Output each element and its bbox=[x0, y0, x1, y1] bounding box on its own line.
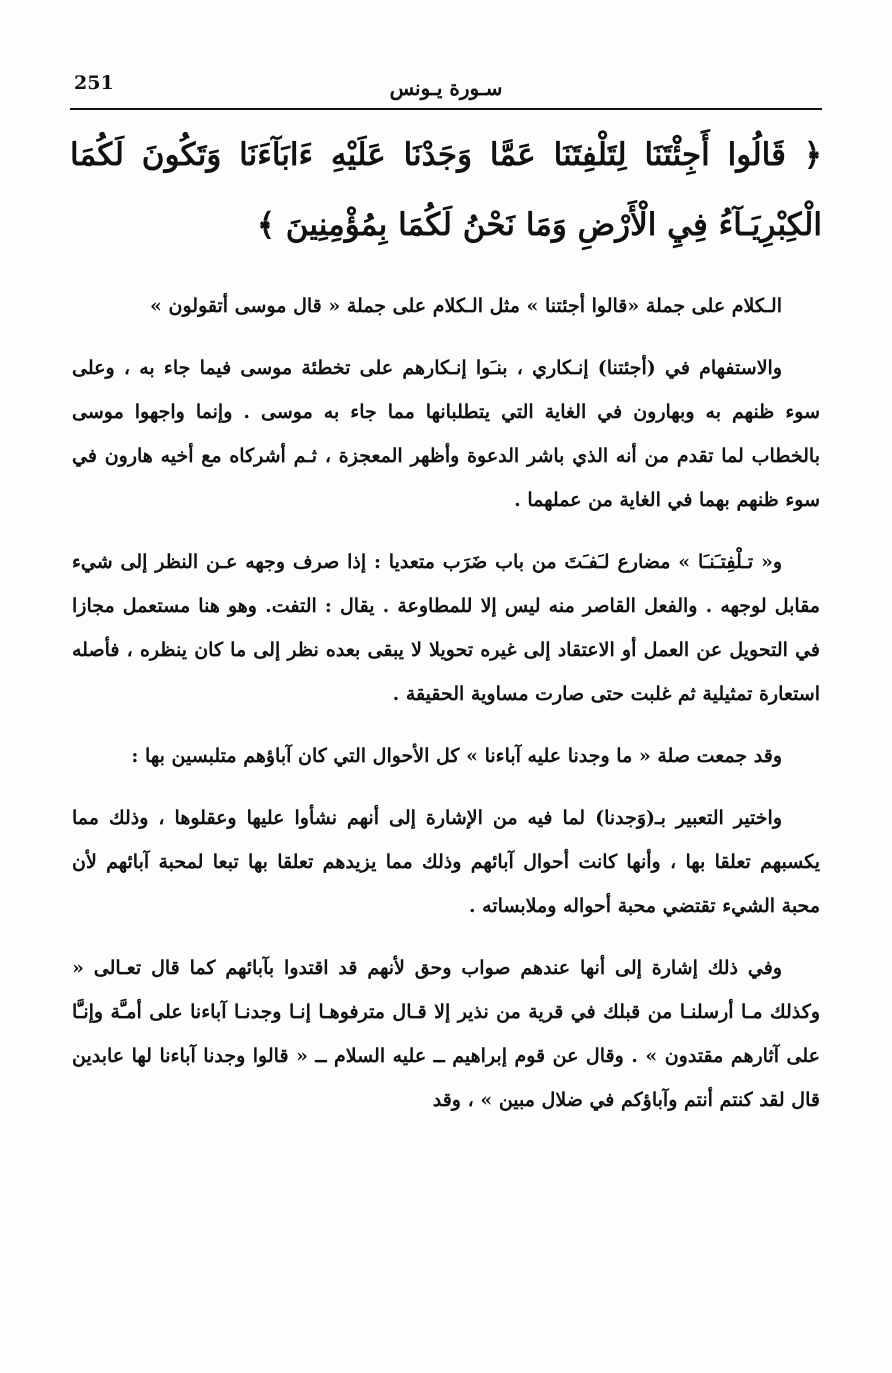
verse-close-bracket: ﴾ bbox=[256, 207, 275, 243]
verse-open-bracket: ﴿ bbox=[803, 137, 823, 173]
commentary-paragraph: وفي ذلك إشارة إلى أنها عندهم صواب وحق لأنهم قد اقتدوا بآبائهم كما قال تعـالى « وكذلك مـا أرسلنـا من قبلك في قرية من نذير إلا قـال مترفوهـا إنـا وجدنـا آباءنا على أمـَّة وإنـَّا على آثارهم مقتدون » . وقال عن قوم إبراهيم ــ عليه السلام ــ « قالوا وجدنا آباءنا لها عابدين قال لقد كنتم أنتم وآباؤكم في ضلال مبين » ، وقد bbox=[72, 957, 820, 1111]
commentary-paragraph: واختير التعبير بـ(وَجدنا) لما فيه من الإشارة إلى أنهم نشأوا عليها وعقلوها ، وذلك مما يكسبهم تعلقا بها ، وأنها كانت أحوال آبائهم وذلك مما يزيدهم تعلقا بها تبعا لمحبة آبائهم لأن محبة الشيء تقتضي محبة أحواله وملابساته . bbox=[72, 807, 820, 917]
page-number: 251 bbox=[74, 72, 114, 94]
commentary bbox=[72, 284, 820, 1140]
commentary-paragraph: والاستفهام في (أجئتنا) إنـكاري ، بنـَوا إنـكارهم على تخطئة موسى فيما جاء به ، وعلى سوء ظنهم به وبهارون في الغاية التي يتطلبانها مما جاء به موسى . وإنما واجهوا موسى بالخطاب لما تقدم من أنه الذي باشر الدعوة وأظهر المعجزة ، ثـم أشركاه مع أخيه هارون في سوء ظنهم بهما في الغاية من عملهما . bbox=[72, 357, 820, 511]
commentary-paragraph: وقد جمعت صلة « ما وجدنا عليه آباءنا » كل الأحوال التي كان آباؤهم متلبسين بها : bbox=[131, 745, 782, 767]
surah-title: سـورة يـونس bbox=[389, 76, 503, 100]
quran-verse bbox=[70, 120, 822, 260]
page-header bbox=[70, 68, 822, 110]
verse-text: قَالُوا أَجِئْتَنَا لِتَلْفِتَنَا عَمَّا وَجَدْنَا عَلَيْهِ ءَابَآءَنَا وَتَكُونَ لَكُمَا الْكِبْرِيَـآءُ فِيِ الْأَرْضِ وَمَا نَحْنُ لَكُمَا بِمُؤْمِنِينَ bbox=[70, 137, 822, 243]
commentary-paragraph: الـكلام على جملة «قالوا أجئتنا » مثل الـكلام على جملة « قال موسى أتقولون » bbox=[150, 295, 782, 317]
commentary-paragraph: و« تـلْفِتـَنـَا » مضارع لـَفـَتَ من باب ضَرَب متعديا : إذا صرف وجهه عـن النظر إلى شيء مقابل لوجهه . والفعل القاصر منه ليس إلا للمطاوعة . يقال : التفت. وهو هنا مستعمل مجازا في التحويل عن العمل أو الاعتقاد إلى غيره تحويلا لا يبقى بعده نظر إلى ما كان ينظره ، فأصله استعارة تمثيلية ثم غلبت حتى صارت مساوية الحقيقة . bbox=[72, 551, 820, 705]
